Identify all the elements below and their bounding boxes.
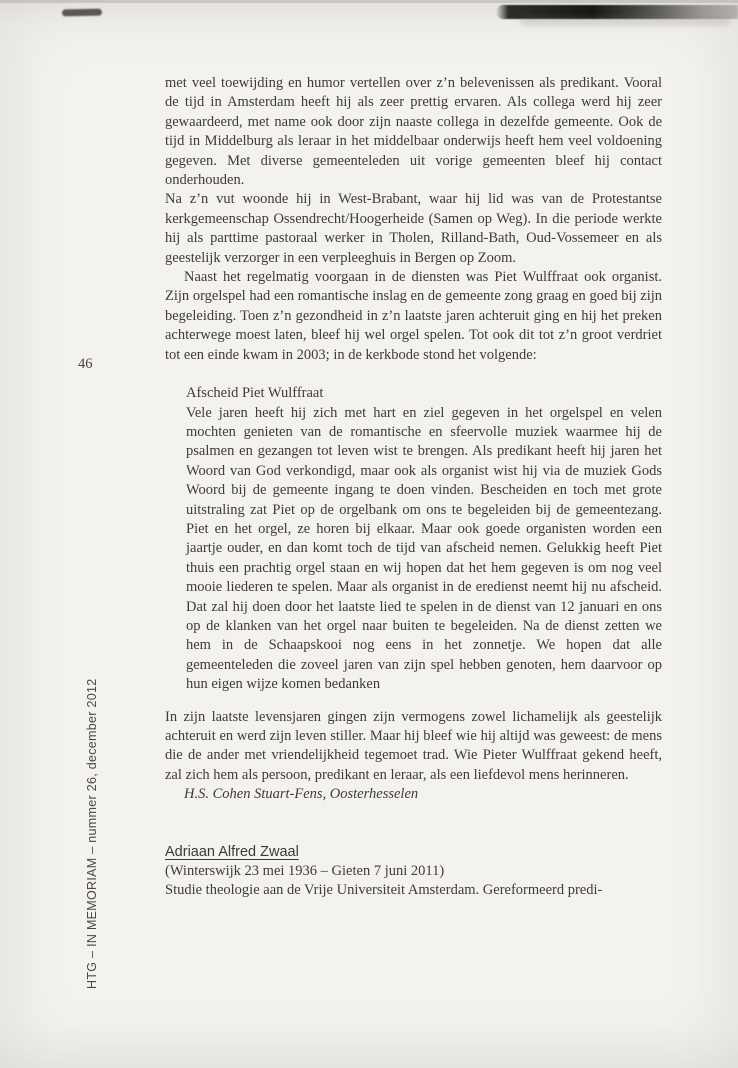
scan-artifact-top-left — [62, 9, 102, 17]
paragraph-study: Studie theologie aan de Vrije Universiteit Amsterdam. Gereformeerd predi- — [165, 882, 603, 899]
paragraph-final-years: In zijn laatste levensjaren gingen zijn vermogens zowel lichamelijk als geestelijk achteruit en werd zijn leven stiller. Maar hij bleef wie hij altijd was geweest: de mens die de ander met vriendelijkheid tegemoet trad. Wie Pieter Wulffraat gekend heeft, zal zich hem als persoon, predikant en leraar, als een liefdevol mens herinneren. — [165, 708, 662, 783]
church-bulletin-quote — [186, 384, 662, 695]
author-signature: H.S. Cohen Stuart-Fens, Oosterhesselen — [184, 786, 419, 803]
birth-death-dates: (Winterswijk 23 mei 1936 – Gieten 7 juni 2011) — [165, 863, 445, 880]
next-memorial-heading: Adriaan Alfred Zwaal — [165, 843, 299, 860]
page-content — [165, 74, 662, 901]
paragraph-continuation: met veel toewijding en humor vertellen over z’n belevenissen als predikant. Vooral de tijd in Amsterdam heeft hij als zeer prettig ervaren. Als collega werd hij zeer gewaardeerd, met name ook door zijn naaste collega in dezelfde gemeente. Ook de tijd in Middelburg als leraar in het middelbaar onderwijs heeft hem veel voldoening gegeven. Met diverse gemeenteleden uit vorige gemeenten bleef hij contact onderhouden. — [165, 75, 662, 189]
quote-title: Afscheid Piet Wulffraat — [186, 385, 324, 402]
quote-body: Vele jaren heeft hij zich met hart en ziel gegeven in het orgelspel en velen mochten genieten van de romantische en sfeervolle muziek waarmee hij de psalmen en gezangen tot leven wist te brengen. Als predikant heeft hij jaren het Woord van God verkondigd, maar ook als organist wist hij via de muziek Gods Woord bij de gemeente ingang te doen vinden. Bescheiden en toch met grote uitstraling zat Piet op de orgelbank om ons te begeleiden bij de gemeentezang. Piet en het orgel, ze horen bij elkaar. Maar ook goede organisten worden een jaartje ouder, en dan komt toch de tijd van afscheid nemen. Gelukkig heeft Piet thuis een prachtig orgel staan en wij hopen dat het hem gegeven is om nog veel mooie liederen te spelen. Maar als organist in de eredienst neemt hij nu afscheid. Dat zal hij doen door het laatste lied te spelen in de dienst van 12 januari en ons op de klanken van het orgel naar buiten te begeleiden. Na de dienst zetten we hem in de Schaapskooi nog eens in het zonnetje. We hopen dat alle gemeenteleden die zoveel jaren van zijn spel hebben genoten, hem daarvoor op hun eigen wijze komen bedanken — [186, 404, 662, 693]
journal-sidebar-text: HTG – IN MEMORIAM – nummer 26, december 2012 — [85, 678, 99, 989]
scan-edge-shadow — [0, 0, 738, 3]
paragraph-organist: Naast het regelmatig voorgaan in de diensten was Piet Wulffraat ook organist. Zijn orgelspel had een romantische inslag en de gemeente zong graag en goed bij zijn begeleiding. Toen z’n gezondheid in z’n laatste jaren achteruit ging en hij het preken achterwege moest laten, bleef hij wel orgel spelen. Tot ook dit tot z’n groot verdriet tot een einde kwam in 2003; in de kerkbode stond het volgende: — [165, 269, 662, 363]
paragraph-retirement: Na z’n vut woonde hij in West-Brabant, waar hij lid was van de Protestantse kerkgemeenschap Ossendrecht/Hoogerheide (Samen op Weg). In die periode werkte hij als parttime pastoraal werker in Tholen, Rilland-Bath, Oud-Vossemeer en als geestelijk verzorger in een verpleeghuis in Bergen op Zoom. — [165, 191, 662, 266]
scan-artifact-top-right-haze — [520, 16, 730, 26]
page-number: 46 — [78, 356, 93, 372]
